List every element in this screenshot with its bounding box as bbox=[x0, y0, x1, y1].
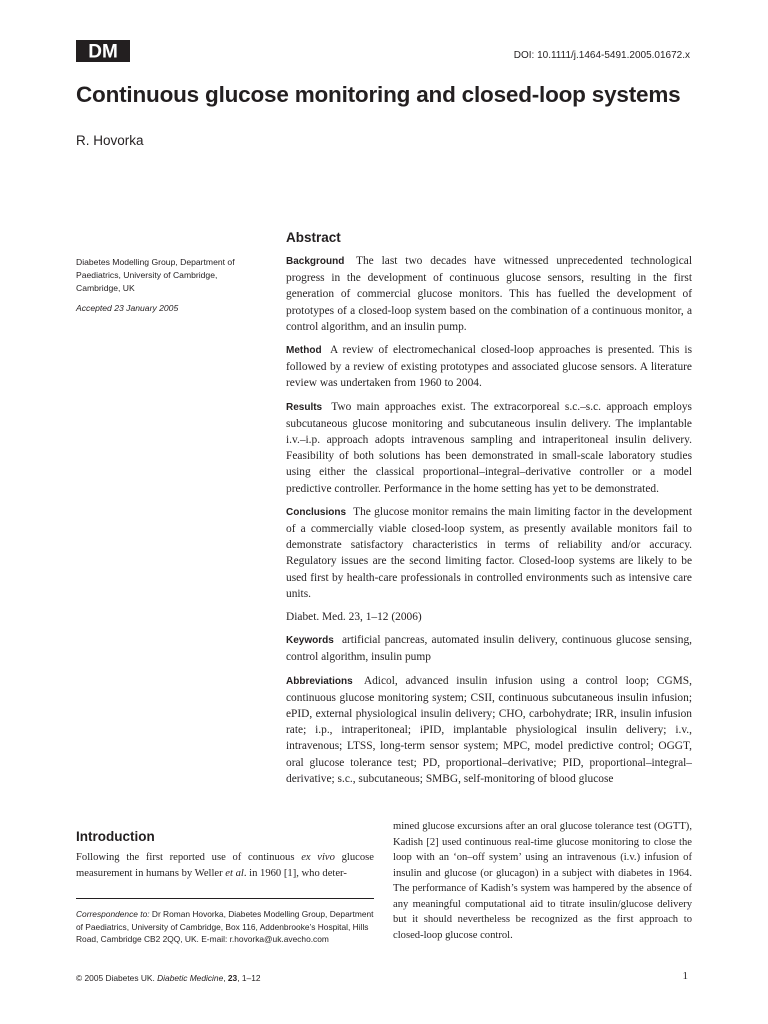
copyright-sep: , bbox=[223, 973, 228, 983]
conclusions-label: Conclusions bbox=[286, 506, 347, 518]
intro-text-etal: et al bbox=[225, 867, 244, 879]
author: R. Hovorka bbox=[76, 133, 144, 148]
background-text: The last two decades have witnessed unprecedented technological progress in the development of continuous glucose sensors, resulting in the first generation of commercial glucose monitors. This has fuelled the development of prototypes of a closed-loop system based on the combination of a continuous monitor, a control algorithm, and an insulin pump. bbox=[286, 255, 692, 333]
abstract-abbreviations bbox=[286, 673, 692, 787]
background-label: Background bbox=[286, 256, 345, 267]
doi: DOI: 10.1111/j.1464-5491.2005.01672.x bbox=[513, 50, 690, 61]
introduction-paragraph bbox=[76, 850, 374, 881]
abstract-heading: Abstract bbox=[286, 230, 341, 245]
introduction-heading: Introduction bbox=[76, 829, 155, 844]
keywords-label: Keywords bbox=[286, 635, 334, 647]
abstract-method bbox=[286, 342, 692, 392]
page-number: 1 bbox=[682, 970, 688, 982]
citation: Diabet. Med. 23, 1–12 (2006) bbox=[286, 611, 422, 624]
abbreviations-label: Abbreviations bbox=[286, 675, 353, 687]
correspondence bbox=[76, 908, 374, 946]
copyright bbox=[76, 973, 261, 983]
method-label: Method bbox=[286, 345, 322, 357]
abbreviations-text: Adicol, advanced insulin infusion using a control loop; CGMS, continuous glucose monitoring system; CSII, continuous subcutaneous insulin infusion; ePID, external physiological insulin delivery; CHO, carbohydrate; IRR, insulin infusion rate; i.p., intraperitoneal; iPID, implantable physiological insulin delivery; i.v., intravenous; LTSS, long-term sensor system; MPC, model predictive control; OGGT, oral glucose tolerance test; PD, proportional–derivative; PID, proportional–integral–derivative; s.c., subcutaneous; SMBG, self-monitoring of blood glucose bbox=[286, 674, 692, 785]
abstract-keywords bbox=[286, 632, 692, 665]
results-text: Two main approaches exist. The extracorporeal s.c.–s.c. approach employs subcutaneous glucose monitoring and subcutaneous insulin delivery. The implantable i.v.–i.p. approach adopts intravenous sampling and intraperitoneal insulin delivery. Feasibility of both solutions has been demonstrated in small-scale laboratory studies using either the classical proportional–integral–derivative controller or a model predictive controller. Performance in the home setting has yet to be demonstrated. bbox=[286, 400, 692, 495]
results-label: Results bbox=[286, 401, 323, 413]
intro-text-a: Following the first reported use of continuous bbox=[76, 852, 302, 863]
conclusions-text: The glucose monitor remains the main limiting factor in the development of a commercially viable closed-loop system, as presently available monitors fail to demonstrate satisfactory characteristics in terms of reliability and/or accuracy. Regulatory issues are the second limiting factor. Closed-loop systems are likely to be used first by health-care professionals in controlled environments such as intensive care units. bbox=[286, 505, 692, 600]
journal-logo bbox=[76, 40, 130, 62]
intro-text-c: . in 1960 [1], who deter- bbox=[243, 867, 347, 879]
abstract-results bbox=[286, 399, 692, 497]
abstract-conclusions bbox=[286, 504, 692, 602]
pages: , 1–12 bbox=[237, 973, 261, 983]
keywords-text: artificial pancreas, automated insulin delivery, continuous glucose sensing, control algorithm, insulin pump bbox=[286, 634, 692, 664]
journal-name: Diabetic Medicine bbox=[157, 973, 224, 983]
accepted-date: Accepted 23 January 2005 bbox=[76, 303, 179, 313]
intro-text-italic: ex vivo bbox=[301, 852, 335, 863]
article-title: Continuous glucose monitoring and closed-loop systems bbox=[76, 82, 681, 107]
abstract-background bbox=[286, 253, 692, 335]
correspondence-label: Correspondence to: bbox=[76, 909, 150, 919]
volume: 23 bbox=[227, 973, 238, 983]
introduction-column-2: mined glucose excursions after an oral glucose tolerance test (OGTT), Kadish [2] used continuous real-time glucose monitoring to close the loop with an ‘on–off system’ using an intravenous (i.v.) infusion of insulin and glucose (or glucagon) in a subject with diabetes in 1964. The performance of Kadish’s system was hampered by the absence of any meaningful computational aid to titrate insulin/glucose delivery but it should nevertheless be recognized as the first approach to closed-loop glucose control. bbox=[393, 821, 692, 941]
abstract bbox=[286, 230, 692, 794]
intro-text-b: glucose measurement in humans by Weller bbox=[76, 852, 374, 879]
affiliation: Diabetes Modelling Group, Department of Paediatrics, University of Cambridge, Cambridge, UK bbox=[76, 257, 235, 293]
logo-text: DM bbox=[88, 41, 118, 62]
correspondence-text: Dr Roman Hovorka, Diabetes Modelling Group, Department of Paediatrics, University of Cambridge, Box 116, Addenbrooke’s Hospital, Hills Road, Cambridge CB2 2QQ, UK. E-mail: r.hovorka@uk.avecho.com bbox=[76, 909, 374, 944]
copyright-text: © 2005 Diabetes UK. bbox=[76, 973, 158, 983]
method-text: A review of electromechanical closed-loop approaches is presented. This is followed by a review of existing prototypes and associated glucose sensors. A literature review was undertaken from 1960 to 2004. bbox=[286, 344, 693, 390]
footnote-divider bbox=[76, 898, 374, 899]
